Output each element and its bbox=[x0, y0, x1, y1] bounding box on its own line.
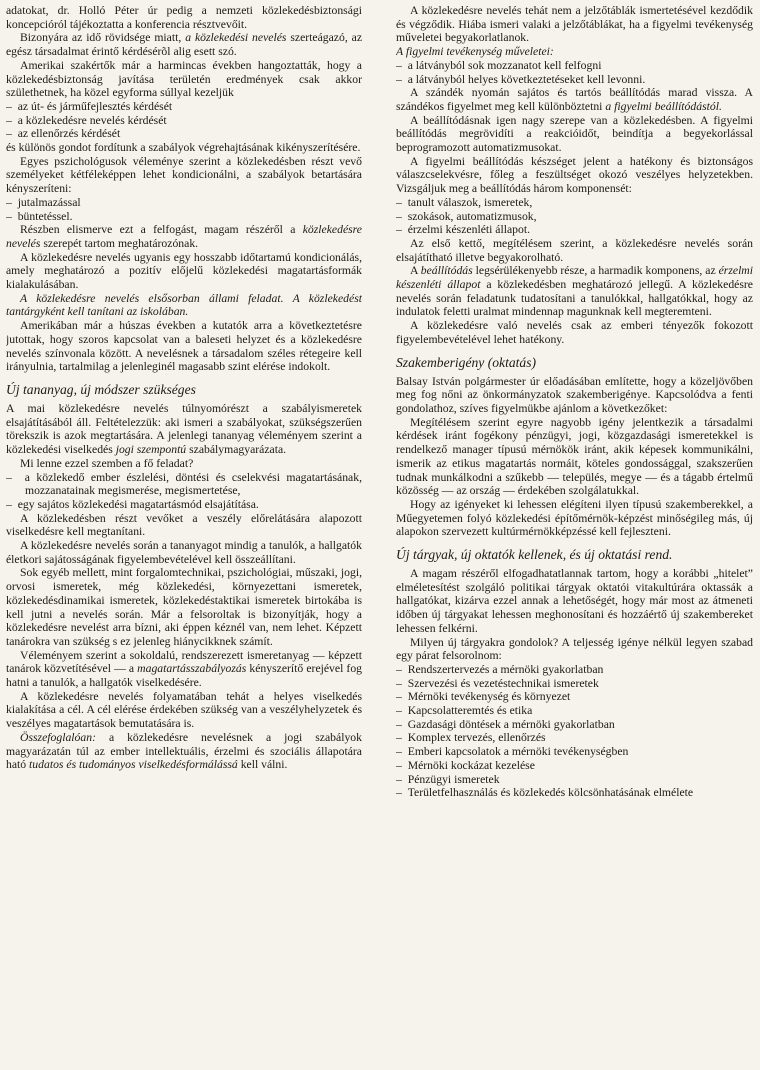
list-item: – az út- és járműfejlesztés kérdését bbox=[6, 99, 173, 113]
list bbox=[6, 196, 362, 223]
list-item: – Komplex tervezés, ellenőrzés bbox=[396, 731, 546, 745]
paragraph: A figyelmi beállítódás készséget jelent a hatékony és biztonságos válaszcselekvésre, főleg a feszültséget okozó veszélyes helyzetekben. Vizsgáljuk meg a beállítódás három komponensét: bbox=[396, 154, 753, 196]
paragraph: Amerikai szakértők már a harmincas években hangoztatták, hogy a közlekedésbiztonság javítása területén eredmények csak akkor születhetnek, ha közel egyforma súllyal kezeljük bbox=[6, 58, 362, 100]
paragraph: Bizonyára az idő rövidsége miatt, a közlekedési nevelés szerteágazó, az egész társadalmat érintő kérdésérõl alig esett szó. bbox=[6, 31, 362, 59]
list-item: – a látványból sok mozzanatot kell felfogni bbox=[396, 58, 602, 72]
paragraph: Hogy az igényeket ki lehessen elégíteni ilyen típusú szakemberekkel, a Műegyetemen folyó közlekedési építőmérnök-képzést minőségileg más, új alapokon szervezett kultúrmérnökképzéssé kell fejleszteni. bbox=[396, 497, 753, 539]
emphasis: magatartásszabályozás bbox=[137, 662, 247, 676]
section-heading: Új tárgyak, új oktatók kellenek, és új oktatási rend. bbox=[396, 547, 673, 563]
paragraph: A beállítódásnak igen nagy szerepe van a közlekedésben. A figyelmi beállítódás megrövidíti a reakcióidőt, beindítja a begyekorlással beprogramozott automatizmusokat. bbox=[396, 113, 753, 155]
paragraph: adatokat, dr. Holló Péter úr pedig a nemzeti közlekedésbiztonsági koncepcióról tájékoztatta a konferencia résztvevőit. bbox=[6, 4, 362, 31]
right-column bbox=[396, 4, 753, 1066]
emphasis: jogi szempontú bbox=[115, 443, 187, 457]
list bbox=[396, 196, 753, 237]
emphasis: a közlekedési nevelés bbox=[185, 31, 287, 45]
list-item: – Rendszertervezés a mérnöki gyakorlatban bbox=[396, 662, 604, 676]
list-item: – Mérnöki kockázat kezelése bbox=[396, 758, 535, 772]
paragraph: Sok egyéb mellett, mint forgalomtechnikai, pszichológiai, műszaki, jogi, orvosi ismeretek, még közlekedési, környezettani ismeretek, közlekedésdinamikai ismeretek, közlekedéstaktikai ismeretek birtokába is kell jutni a nevelés során. Már a felsoroltak is bizonyítják, hogy a közlekedésre nevelést arra bízni, aki éppen kéznél van, nem lehet. Képzett tanárokra van szükség s ez jelenleg hiánycikknek számít. bbox=[6, 566, 362, 648]
paragraph: Részben elismerve ezt a felfogást, magam részéről a közlekedésre nevelés szerepét tartom meghatározónak. bbox=[6, 223, 362, 250]
paragraph: Összefoglalóan: a közlekedésre nevelésnek a jogi szabályok magyarázatán túl az ember intellektuális, érzelmi és szociális állapotára ható tudatos és tudományos viselkedésformálássá kell válni. bbox=[6, 730, 362, 772]
list bbox=[6, 100, 362, 141]
paragraph: A közlekedésre nevelés tehát nem a jelzőtáblák ismertetésével kezdődik és végződik. Hiába ismeri valaki a jelzőtáblákat, ha a figyelmi tevékenység műveletei begyakorlatlanok. bbox=[396, 4, 753, 45]
list bbox=[396, 59, 753, 86]
paragraph: A mai közlekedésre nevelés túlnyomórészt a szabályismeretek elsajátításából áll. Feltételezzük: aki ismeri a szabályokat, szükségszerűen törekszik is azok megtartására. A jelenlegi tananyag véleményem szerint a közlekedési viselkedés jogi szempontú szabálymagyarázata. bbox=[6, 401, 362, 457]
paragraph: Az első kettő, megítélésem szerint, a közlekedésre nevelés során elsajátítható illetve begyakorolható. bbox=[396, 236, 753, 264]
list-item: – Területfelhasználás és közlekedés kölcsönhatásának elmélete bbox=[396, 786, 694, 800]
list-item: – a közlekedésre nevelés kérdését bbox=[6, 113, 167, 127]
list-item: – Gazdasági döntések a mérnöki gyakorlatban bbox=[396, 717, 615, 731]
list-item: – az ellenőrzés kérdését bbox=[6, 127, 121, 141]
list-item: – szokások, automatizmusok, bbox=[396, 209, 537, 223]
paragraph: A közlekedésben részt vevőket a veszély előrelátására alapozott viselkedésre kell megtanítani. bbox=[6, 511, 362, 539]
list-item: – érzelmi készenléti állapot. bbox=[396, 223, 531, 237]
paragraph: A szándék nyomán sajátos és tartós beállítódás marad vissza. A szándékos figyelmet meg kell különböztetni a figyelmi beállítódástól. bbox=[396, 86, 753, 113]
list-item: – Mérnöki tevékenység és környezet bbox=[396, 690, 571, 704]
emphasis: közlekedésre nevelés bbox=[6, 223, 362, 250]
list-item: – a közlekedő ember észlelési, döntési és cselekvési magatartásának, mozzanatainak megismerése, megismertetése, bbox=[6, 470, 362, 498]
list bbox=[396, 663, 753, 800]
emphasis: Összefoglalóan: bbox=[20, 730, 96, 744]
paragraph: Megítélésem szerint egyre nagyobb igény jelentkezik a társadalmi kérdések iránt fogékony pénzügyi, jogi, közgazdasági ismeretekkel is rendelkező manager típusú mérnökök iránt, akik képesek kommunikálni, ismerik az etikus magatartás normáit, köteles gondossággal, szakszerűen tudnak munkálkodni a szűkebb — település, megye — és a tágabb értelmű közösség — az ország — érdekében szolgálatukkal. bbox=[396, 415, 753, 498]
list bbox=[6, 471, 362, 512]
paragraph: A közlekedésre nevelés ugyanis egy hosszabb időtartamú kondicionálás, amely meghatározó a pozitív előjelű közlekedési magatartásformák kialakulásában. bbox=[6, 250, 362, 292]
emphasis: a figyelmi beállítódástól. bbox=[605, 99, 722, 113]
list-item: – a látványból helyes következtetéseket kell levonni. bbox=[396, 72, 646, 86]
paragraph: Amerikában már a húszas években a kutatók arra a következtetésre jutottak, hogy szoros kapcsolat van a baleseti helyzet és a közlekedésre nevelés színvonala között. A nevelésnek a társadalom széles rétegeire kell irányulnia, tartalmilag a jelenleginél magasabb szint elérése indokolt. bbox=[6, 319, 362, 374]
paragraph: Egyes pszichológusok véleménye szerint a közlekedésben részt vevő személyeket kétféleképpen lehet kondicionálni, a szabályok betartására kényszeríteni: bbox=[6, 154, 362, 196]
paragraph: A közlekedésre nevelés során a tananyagot mindig a tanulók, a hallgatók életkori sajátosságának figyelembevételével kell összeállítani. bbox=[6, 539, 362, 566]
section-heading: Szakemberigény (oktatás) bbox=[396, 354, 537, 370]
section-heading: Új tananyag, új módszer szükséges bbox=[6, 381, 196, 397]
list-item: – Pénzügyi ismeretek bbox=[396, 772, 500, 786]
list-item: – egy sajátos közlekedési magatartásmód elsajátítása. bbox=[6, 497, 259, 511]
list-item: – Szervezési és vezetéstechnikai ismeretek bbox=[396, 676, 599, 690]
paragraph: Milyen új tárgyakra gondolok? A teljesség igénye nélkül legyen szabad egy párat felsorolnom: bbox=[396, 635, 753, 663]
list-item: – büntetéssel. bbox=[6, 209, 73, 223]
list-item: – tanult válaszok, ismeretek, bbox=[396, 195, 533, 209]
emphasis: érzelmi készenléti állapot bbox=[396, 264, 753, 292]
list-item: – Kapcsolatteremtés és etika bbox=[396, 704, 533, 718]
emphasis: beállítódás bbox=[420, 264, 473, 278]
list-item: – jutalmazással bbox=[6, 195, 81, 209]
emphasis: tudatos és tudományos viselkedésformálássá bbox=[29, 758, 238, 772]
paragraph: Balsay István polgármester úr előadásában említette, hogy a közeljövőben meg fog nőni az önkormányzatok szakemberigénye. Kapcsolódva a fenti gondolathoz, szíves figyelmükbe ajánlom a következőket: bbox=[396, 374, 753, 415]
paragraph: és különös gondot fordítunk a szabályok végrehajtásának kikényszerítésére. bbox=[6, 141, 361, 155]
paragraph: A közlekedésre nevelés folyamatában tehát a helyes viselkedés kialakítása a cél. A cél elérése érdekében szükség van a veszélyhelyzetek és veszélyes magatartások bemutatására is. bbox=[6, 689, 362, 731]
list-item: – Emberi kapcsolatok a mérnöki tevékenységben bbox=[396, 745, 629, 759]
paragraph: A figyelmi tevékenység műveletei: bbox=[396, 45, 554, 59]
paragraph: A magam részéről elfogadhatatlannak tartom, hogy a korábbi „hitelet” elméletesítést szolgáló politikai tárgyak oktatói vitakultúrára oktassák a hallgatókat, kizárva ezzel annak a lehetőségét, hogy már most az átmeneti időben új tárgyakat lehessen meghonosítani és hozzáértő új szakembereket lehessen felkérni. bbox=[396, 567, 753, 635]
paragraph: Véleményem szerint a sokoldalú, rendszerezett ismeretanyag — képzett tanárok közvetítésével — a magatartásszabályozás kényszerítő erejével fog hatni a tanulók, a hallgatók viselkedésére. bbox=[6, 648, 362, 690]
paragraph: A közlekedésre nevelés elsősorban állami feladat. A közlekedést tantárgyként kell tanítani az iskolában. bbox=[6, 291, 362, 319]
paragraph: Mi lenne ezzel szemben a fő feladat? bbox=[20, 456, 194, 470]
paragraph: A beállítódás legsérülékenyebb része, a harmadik komponens, az érzelmi készenléti állapot a közlekedésben meghatározó jellegű. A közlekedésre nevelés során feladatunk tudatosítani a tanulókkal, hallgatókkal, hogy az indulatok feletti uralmat mindennap magunknak kell megteremteni. bbox=[396, 264, 753, 319]
left-column bbox=[6, 4, 362, 1066]
paragraph: A közlekedésre való nevelés csak az emberi tényezők fokozott figyelembevételével lehet hatékony. bbox=[396, 319, 753, 346]
